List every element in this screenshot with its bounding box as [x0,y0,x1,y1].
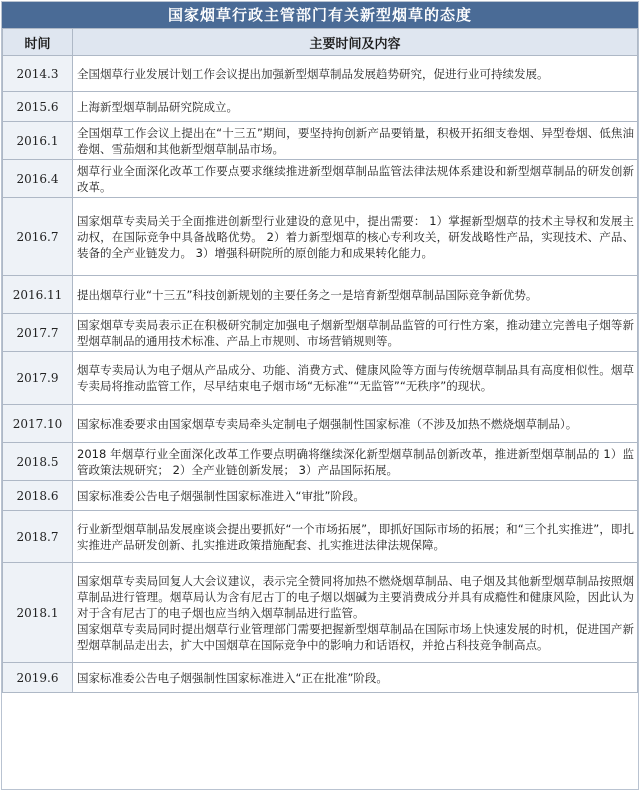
table-row [3,563,638,663]
row-content: 国家烟草专卖局关于全面推进创新型行业建设的意见中，提出需要： 1）掌握新型烟草的技术主导权和发展主动权，在国际竞争中具备战略优势。 2）着力新型烟草的核心专利攻关，研发战略性产品，实现技术、产品、装备的全产业链发力。 3）增强科研院所的原创能力和成果转化能力。 [73,198,638,276]
row-date: 2018.1 [3,563,73,663]
table-row [3,511,638,563]
row-date: 2019.6 [3,663,73,693]
table-row [3,352,638,405]
table-row [3,405,638,443]
row-date: 2016.7 [3,198,73,276]
row-content: 上海新型烟草制品研究院成立。 [73,92,638,122]
table-row [3,56,638,92]
table-row [3,92,638,122]
row-date: 2017.10 [3,405,73,443]
row-content: 2018 年烟草行业全面深化改革工作要点明确将继续深化新型烟草制品创新改革，推进新型烟草制品的 1）监管政策法规研究； 2）全产业链创新发展； 3）产品国际拓展。 [73,443,638,481]
table-row [3,160,638,198]
table-row [3,663,638,693]
row-date: 2015.6 [3,92,73,122]
row-content: 烟草行业全面深化改革工作要点要求继续推进新型烟草制品监管法律法规体系建设和新型烟草制品的研发创新改革。 [73,160,638,198]
policy-table [2,28,638,693]
header-row [3,29,638,56]
header-content: 主要时间及内容 [73,29,638,56]
document-container [1,1,639,790]
table-row [3,314,638,352]
row-date: 2016.11 [3,276,73,314]
table-row [3,122,638,160]
row-date: 2017.7 [3,314,73,352]
row-content: 国家烟草专卖局回复人大会议建议，表示完全赞同将加热不燃烧烟草制品、电子烟及其他新型烟草制品按照烟草制品进行管理。烟草局认为含有尼古丁的电子烟以烟碱为主要消费成分并具有成瘾性和健康风险，因此认为对于含有尼古丁的电子烟也应当纳入烟草制品进行监管。 国家烟草专卖局同时提出烟草行业管理部门需要把握新型烟草制品在国际市场上快速发展的时机，促进国产新型烟草制品走出去，扩大中国烟草在国际竞争中的影响力和话语权，并抢占科技竞争制高点。 [73,563,638,663]
row-content: 行业新型烟草制品发展座谈会提出要抓好“一个市场拓展”，即抓好国际市场的拓展；和“三个扎实推进”，即扎实推进产品研发创新、扎实推进政策措施配套、扎实推进法律法规保障。 [73,511,638,563]
row-content: 国家标准委公告电子烟强制性国家标准进入“正在批准”阶段。 [73,663,638,693]
table-title: 国家烟草行政主管部门有关新型烟草的态度 [2,2,638,28]
row-date: 2018.6 [3,481,73,511]
table-row [3,198,638,276]
row-date: 2017.9 [3,352,73,405]
row-content: 全国烟草行业发展计划工作会议提出加强新型烟草制品发展趋势研究，促进行业可持续发展。 [73,56,638,92]
table-row [3,481,638,511]
row-content: 国家标准委公告电子烟强制性国家标准进入“审批”阶段。 [73,481,638,511]
row-date: 2016.4 [3,160,73,198]
row-content: 烟草专卖局认为电子烟从产品成分、功能、消费方式、健康风险等方面与传统烟草制品具有高度相似性。烟草专卖局将推动监管工作，尽早结束电子烟市场“无标准”“无监管”“无秩序”的现状。 [73,352,638,405]
row-date: 2016.1 [3,122,73,160]
row-content: 国家烟草专卖局表示正在积极研究制定加强电子烟新型烟草制品监管的可行性方案，推动建立完善电子烟等新型烟草制品的通用技术标准、产品上市规则、市场营销规则等。 [73,314,638,352]
row-content: 国家标准委要求由国家烟草专卖局牵头定制电子烟强制性国家标准（不涉及加热不燃烧烟草制品）。 [73,405,638,443]
header-date: 时间 [3,29,73,56]
row-date: 2018.5 [3,443,73,481]
row-content: 提出烟草行业“十三五”科技创新规划的主要任务之一是培育新型烟草制品国际竞争新优势。 [73,276,638,314]
row-date: 2014.3 [3,56,73,92]
table-row [3,276,638,314]
table-row [3,443,638,481]
table-body [3,56,638,693]
row-date: 2018.7 [3,511,73,563]
row-content: 全国烟草工作会议上提出在“十三五”期间，要坚持拘创新产品要销量，积极开拓细支卷烟、异型卷烟、低焦油卷烟、雪茄烟和其他新型烟草制品市场。 [73,122,638,160]
